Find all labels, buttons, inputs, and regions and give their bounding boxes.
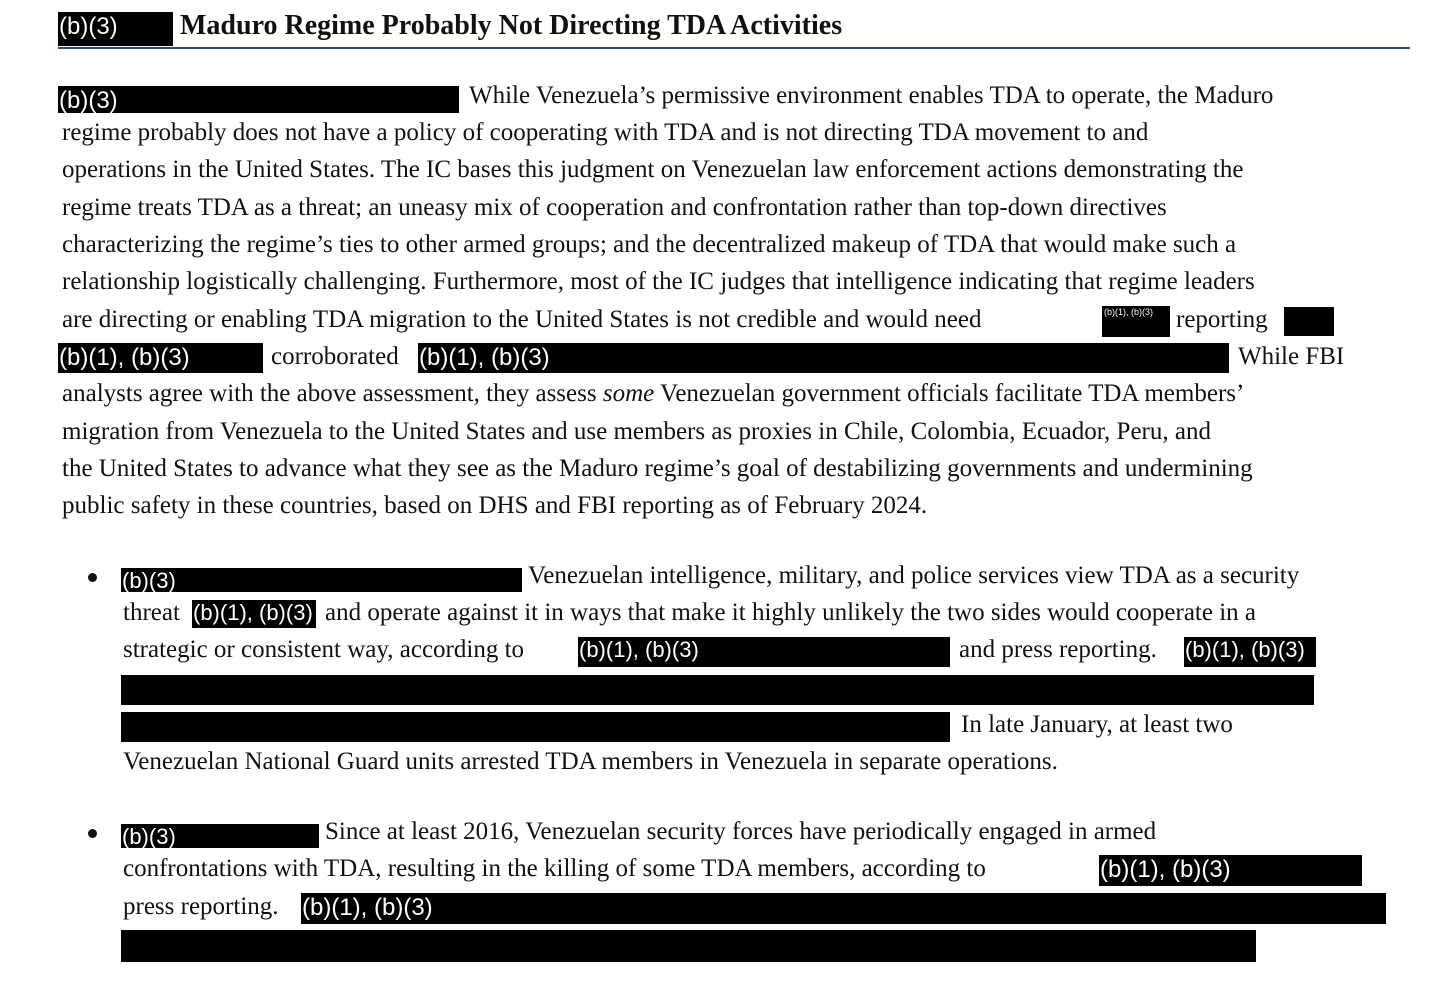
para1-line-7b: reporting [1176,306,1268,333]
bullet1-redaction-line-5 [121,712,950,742]
bullet2-redaction-line-4 [121,930,1256,962]
para1-redaction-3: (b)(1), (b)(3) [418,343,1229,373]
bullet1-line-2b: and operate against it in ways that make it highly unlikely the two sides would cooperate in a [325,599,1257,626]
bullet2-redaction-3: (b)(1), (b)(3) [301,893,1386,924]
bullet1-line-3a: strategic or consistent way, according to [123,636,525,663]
bullet1-line-5: In late January, at least two [961,711,1233,738]
bullet1-line-1: Venezuelan intelligence, military, and police services view TDA as a security [528,562,1300,589]
bullet1-redaction-1: (b)(3) [121,568,522,592]
para1-redaction-block [1284,307,1334,336]
bullet1-redaction-3: (b)(1), (b)(3) [578,637,950,667]
para1-redaction-small: (b)(1), (b)(3) [1102,306,1170,337]
bullet2-line-1: Since at least 2016, Venezuelan security forces have periodically engaged in armed [325,818,1157,845]
para1-line-11: the United States to advance what they see as the Maduro regime’s goal of destabilizing governments and undermining [62,455,1253,482]
para1-line-12: public safety in these countries, based on DHS and FBI reporting as of February 2024. [62,492,928,519]
section-heading: Maduro Regime Probably Not Directing TDA Activities [180,10,843,41]
para1-line-5: characterizing the regime’s ties to other armed groups; and the decentralized makeup of TDA that would make such a [62,231,1237,258]
bullet1-line-3b: and press reporting. [959,636,1157,663]
para1-line-8b: While FBI [1238,343,1345,370]
bullet2-redaction-1: (b)(3) [121,824,319,848]
para1-line-2: regime probably does not have a policy of cooperating with TDA and is not directing TDA movement to and [62,119,1149,146]
para1-line-4: regime treats TDA as a threat; an uneasy mix of cooperation and confrontation rather than top-down directives [62,194,1167,221]
para1-redaction-2: (b)(1), (b)(3) [58,343,263,373]
para1-redaction-1: (b)(3) [58,86,459,113]
para1-line-1: While Venezuela’s permissive environment enables TDA to operate, the Maduro [469,82,1274,109]
para1-line-7a: are directing or enabling TDA migration to the United States is not credible and would need [62,306,982,333]
para1-line-9-emphasis: some [602,380,655,407]
para1-line-9 [62,377,1244,411]
bullet2-redaction-2: (b)(1), (b)(3) [1099,855,1362,886]
para1-line-8a: corroborated [271,343,399,370]
para1-line-9a: analysts agree with the above assessment, they assess [62,380,597,407]
para1-line-3: operations in the United States. The IC bases this judgment on Venezuelan law enforcement actions demonstrating the [62,156,1244,183]
bullet1-redaction-line-4 [121,675,1314,705]
para1-line-10: migration from Venezuela to the United States and use members as proxies in Chile, Colombia, Ecuador, Peru, and [62,418,1211,445]
bullet1-redaction-2: (b)(1), (b)(3) [192,600,316,628]
heading-redaction: (b)(3) [58,12,173,46]
bullet2-line-2a: confrontations with TDA, resulting in the killing of some TDA members, according to [123,855,986,882]
bullet-1-marker [88,573,97,582]
bullet1-line-2a: threat [123,599,180,626]
bullet-2-marker [88,829,97,838]
para1-line-9b: Venezuelan government officials facilitate TDA members’ [660,380,1245,407]
para1-line-6: relationship logistically challenging. Furthermore, most of the IC judges that intelligence indicating that regime leaders [62,268,1255,295]
bullet2-line-3a: press reporting. [123,893,279,920]
heading-rule [58,47,1410,49]
bullet1-redaction-4: (b)(1), (b)(3) [1184,637,1316,667]
bullet1-line-6: Venezuelan National Guard units arrested TDA members in Venezuela in separate operations. [123,748,1058,775]
